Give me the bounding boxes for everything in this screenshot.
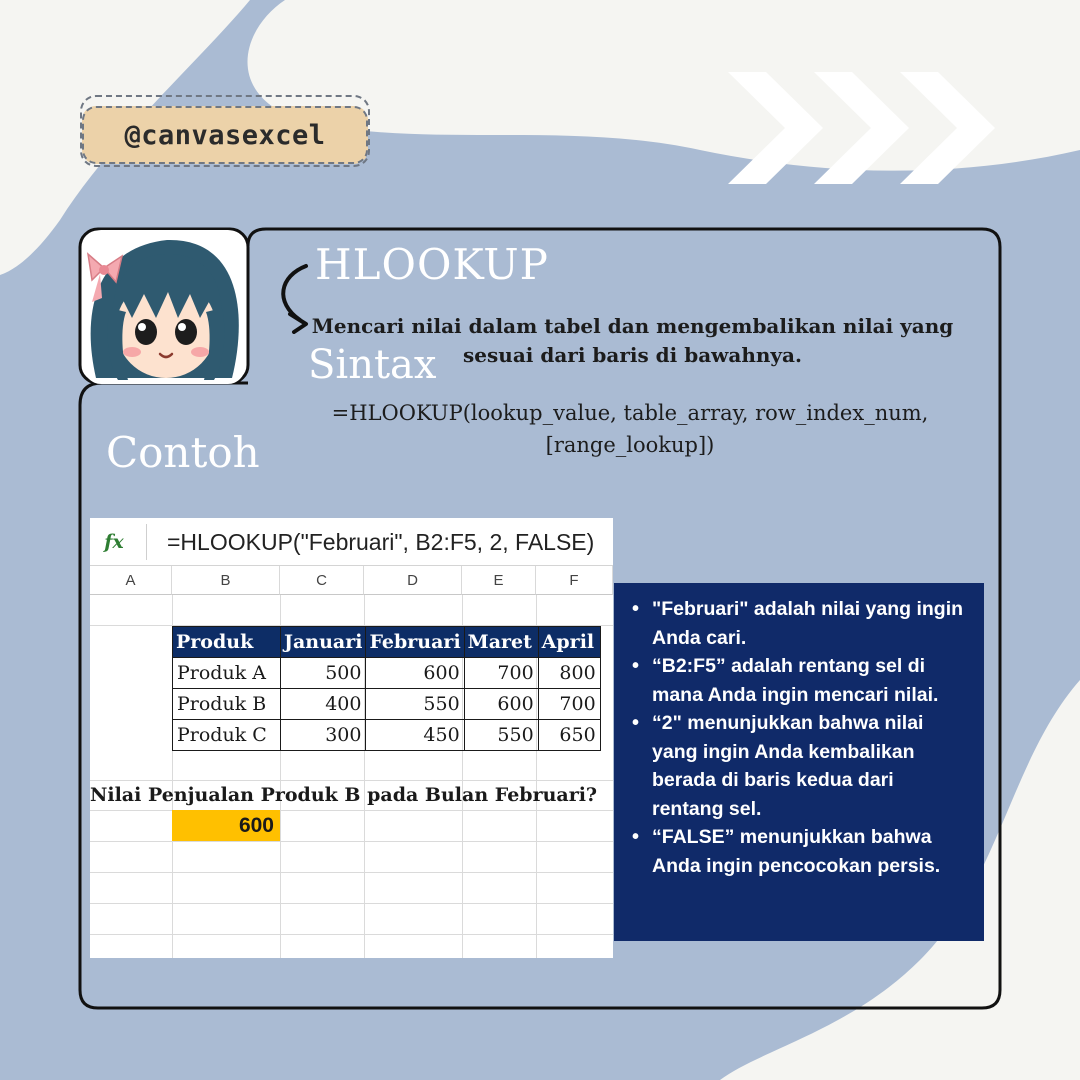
table-cell[interactable]: Produk C — [173, 720, 281, 751]
column-header-b[interactable]: B — [172, 566, 280, 595]
table-cell[interactable]: Produk B — [173, 689, 281, 720]
header-cell[interactable]: Produk — [173, 627, 281, 658]
header-cell[interactable]: Februari — [366, 627, 464, 658]
table-row — [173, 689, 601, 720]
table-cell[interactable]: 700 — [538, 689, 600, 720]
explanation-list — [632, 595, 970, 880]
table-cell[interactable]: Produk A — [173, 658, 281, 689]
table-cell[interactable]: 500 — [281, 658, 366, 689]
grid-line — [90, 780, 613, 781]
explanation-item: • “2" menunjukkan bahwa nilai yang ingin Anda kembalikan berada di baris kedua dari rentang sel. — [632, 709, 970, 823]
grid-line — [90, 872, 613, 873]
function-title: HLOOKUP — [315, 240, 549, 289]
table-cell[interactable]: 450 — [366, 720, 464, 751]
table-cell[interactable]: 650 — [538, 720, 600, 751]
spreadsheet-example — [90, 518, 613, 958]
column-header-d[interactable]: D — [364, 566, 462, 595]
handle-text: @canvasexcel — [124, 119, 326, 151]
sales-table — [172, 626, 601, 751]
table-row — [173, 720, 601, 751]
table-cell[interactable]: 400 — [281, 689, 366, 720]
grid-line — [90, 810, 613, 811]
table-cell[interactable]: 300 — [281, 720, 366, 751]
table-cell[interactable]: 600 — [366, 658, 464, 689]
column-header-f[interactable]: F — [536, 566, 613, 595]
column-header-c[interactable]: C — [280, 566, 364, 595]
example-heading: Contoh — [106, 428, 260, 477]
explanation-item: • “FALSE” menunjukkan bahwa Anda ingin pencocokan persis. — [632, 823, 970, 880]
syntax-text — [290, 397, 970, 461]
grid-line — [90, 934, 613, 935]
explanation-item: • “B2:F5” adalah rentang sel di mana Anda ingin mencari nilai. — [632, 652, 970, 709]
example-question: Nilai Penjualan Produk B pada Bulan Februari? — [90, 784, 598, 806]
syntax-heading: Sintax — [308, 342, 437, 388]
table-header-row — [173, 627, 601, 658]
explanation-panel — [614, 583, 984, 941]
grid-line — [90, 841, 613, 842]
table-row — [173, 658, 601, 689]
formula-bar — [90, 518, 613, 566]
explanation-item: • "Februari" adalah nilai yang ingin Anda cari. — [632, 595, 970, 652]
avatar — [82, 228, 247, 386]
syntax-line-2: [range_lookup]) — [545, 433, 715, 457]
table-cell[interactable]: 550 — [464, 720, 538, 751]
header-cell[interactable]: Maret — [464, 627, 538, 658]
formula-input[interactable]: =HLOOKUP("Februari", B2:F5, 2, FALSE) — [146, 524, 613, 560]
column-header-e[interactable]: E — [462, 566, 536, 595]
table-cell[interactable]: 700 — [464, 658, 538, 689]
function-description: Mencari nilai dalam tabel dan mengembalikan nilai yang sesuai dari baris di bawahnya. — [311, 314, 954, 367]
fx-icon[interactable]: fx — [104, 531, 124, 553]
table-cell[interactable]: 600 — [464, 689, 538, 720]
table-cell[interactable]: 800 — [538, 658, 600, 689]
table-cell[interactable]: 550 — [366, 689, 464, 720]
column-header-a[interactable]: A — [90, 566, 172, 595]
header-cell[interactable]: Januari — [281, 627, 366, 658]
syntax-line-1: =HLOOKUP(lookup_value, table_array, row_index_num, — [331, 401, 929, 425]
header-cell[interactable]: April — [538, 627, 600, 658]
result-cell[interactable]: 600 — [172, 810, 280, 841]
grid-line — [90, 903, 613, 904]
